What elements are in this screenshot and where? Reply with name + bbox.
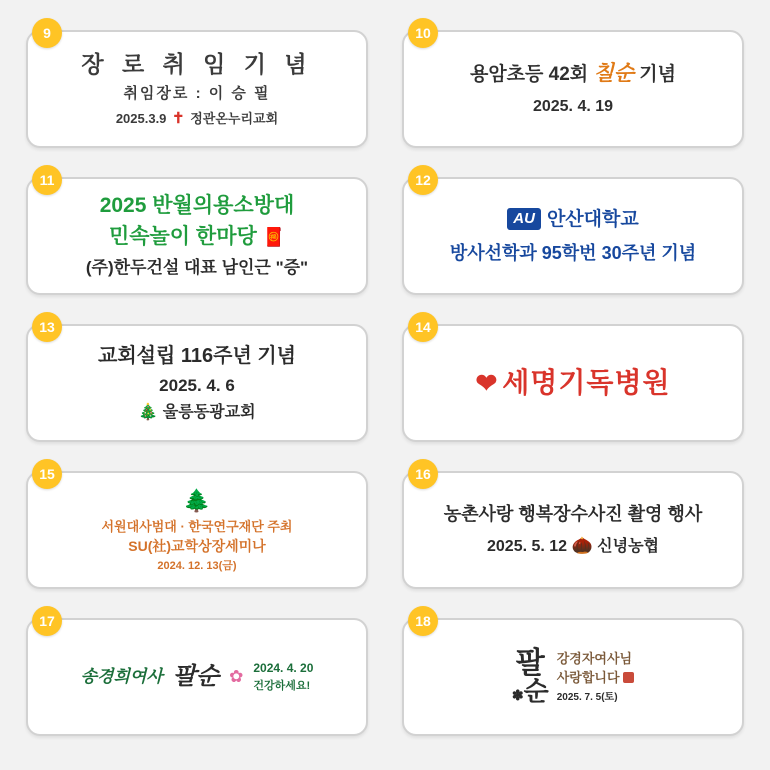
card-badge-17: 17	[32, 606, 62, 636]
card-badge-13: 13	[32, 312, 62, 342]
banner-date: 2024. 12. 13(금)	[157, 560, 237, 573]
banner-row	[511, 647, 634, 706]
banner-line-1	[470, 60, 676, 88]
banner-content-11	[80, 192, 314, 281]
banner-line-2: SU(社)교학상장세미나	[128, 538, 266, 555]
banner-org: 울릉동광교회	[162, 403, 256, 421]
banner-line-1: 농촌사랑 행복장수사진 촬영 행사	[443, 503, 703, 524]
banner-line-2: 방사선학과 95학번 30주년 기념	[449, 243, 697, 264]
tree-icon: 🎄	[138, 403, 159, 421]
banner-content-15	[96, 486, 299, 574]
banner-line-1: 2025 반월의용소방대	[99, 193, 295, 217]
banner-side-line-1: 강경자여사님	[556, 650, 633, 666]
banner-date: 2025. 4. 6	[159, 375, 235, 395]
banner-side-line-2	[557, 669, 634, 687]
banner-side-line-2-text: 사랑합니다	[556, 670, 620, 686]
banner-date: 2025. 7. 5(토)	[556, 691, 618, 703]
card-badge-9: 9	[32, 18, 62, 48]
banner-date: 2025. 4. 19	[532, 98, 614, 116]
pine-tree-icon: 🌲	[183, 488, 211, 514]
banner-university: 안산대학교	[546, 208, 639, 230]
banner-card-10[interactable]	[402, 30, 744, 148]
card-cell-9	[18, 18, 376, 163]
banner-content-16	[438, 502, 708, 558]
card-cell-10	[394, 18, 752, 163]
banner-message: 건강하세요!	[253, 679, 311, 692]
card-badge-18: 18	[408, 606, 438, 636]
banner-line-2-text: 민속놀이 한마당	[108, 225, 257, 249]
banner-card-14[interactable]	[402, 324, 744, 442]
lucky-pouch-icon: 🧧	[262, 227, 286, 248]
banner-card-15[interactable]	[26, 471, 368, 589]
banner-content-9	[75, 49, 318, 130]
banner-side-block	[557, 650, 634, 705]
banner-line-2	[86, 223, 308, 251]
banner-card-13[interactable]	[26, 324, 368, 442]
banner-line-1: 장 로 취 임 기 념	[81, 50, 313, 77]
banner-content-17	[75, 660, 320, 693]
banner-card-17[interactable]	[26, 618, 368, 736]
banner-title	[511, 647, 549, 706]
banner-line-1	[450, 207, 696, 233]
cross-icon: ✝	[172, 110, 185, 128]
card-badge-15: 15	[32, 459, 62, 489]
banner-org: 신녕농협	[597, 538, 659, 556]
star-flower-icon: ✽	[511, 686, 524, 703]
banner-content-13	[92, 343, 302, 424]
banner-date: 2024. 4. 20	[253, 661, 314, 676]
card-cell-14	[394, 312, 752, 457]
banner-line-1: 교회설립 116주년 기념	[98, 344, 296, 367]
banner-card-16[interactable]	[402, 471, 744, 589]
banner-content-18	[506, 647, 640, 706]
card-cell-13	[18, 312, 376, 457]
card-cell-11	[18, 165, 376, 310]
banner-content-10	[464, 60, 682, 118]
seal-icon	[623, 672, 634, 683]
card-badge-11: 11	[32, 165, 62, 195]
card-cell-15	[18, 459, 376, 604]
banner-line-2: 취임장로 : 이 승 필	[123, 84, 271, 102]
banner-line-3	[98, 402, 296, 424]
banner-line-2	[444, 535, 702, 558]
banner-line-1: 서원대사범대 · 한국연구재단 주최	[101, 518, 293, 534]
banner-content-12	[444, 207, 702, 266]
card-cell-16	[394, 459, 752, 604]
banner-name: 송경희여사	[80, 666, 163, 686]
banner-highlight: 칠순	[593, 62, 635, 86]
banner-card-11[interactable]	[26, 177, 368, 295]
card-badge-14: 14	[408, 312, 438, 342]
banner-line-1	[475, 364, 670, 402]
banner-row	[81, 660, 314, 693]
card-badge-16: 16	[408, 459, 438, 489]
banner-title-top: 팔	[515, 647, 545, 681]
banner-date: 2025. 5. 12	[487, 538, 568, 556]
card-cell-17	[18, 606, 376, 751]
banner-title-bottom	[511, 675, 549, 706]
card-badge-12: 12	[408, 165, 438, 195]
card-cell-18	[394, 606, 752, 751]
banner-card-12[interactable]	[402, 177, 744, 295]
card-cell-12	[394, 165, 752, 310]
banner-card-9[interactable]	[26, 30, 368, 148]
banner-side-block	[253, 660, 313, 693]
banner-hospital-name: 세명기독병원	[502, 367, 671, 399]
card-badge-10: 10	[408, 18, 438, 48]
nonghyup-icon: 🌰	[571, 536, 593, 556]
banner-org: 정관온누리교회	[190, 111, 279, 127]
banner-text-after: 기념	[634, 64, 677, 86]
au-logo-icon: AU	[507, 208, 541, 230]
flower-icon: ✿	[229, 666, 244, 686]
banner-card-18[interactable]	[402, 618, 744, 736]
banner-text-before: 용암초등 42회	[469, 64, 594, 86]
banner-line-3: (주)한두건설 대표 남인근 "증"	[85, 258, 309, 278]
banner-content-14	[469, 364, 676, 402]
banner-date: 2025.3.9	[115, 111, 167, 127]
banner-title-bottom-text: 순	[523, 675, 549, 706]
banner-title: 팔순	[172, 662, 220, 690]
banner-line-3	[81, 109, 312, 129]
heart-icon: ❤	[475, 368, 499, 399]
